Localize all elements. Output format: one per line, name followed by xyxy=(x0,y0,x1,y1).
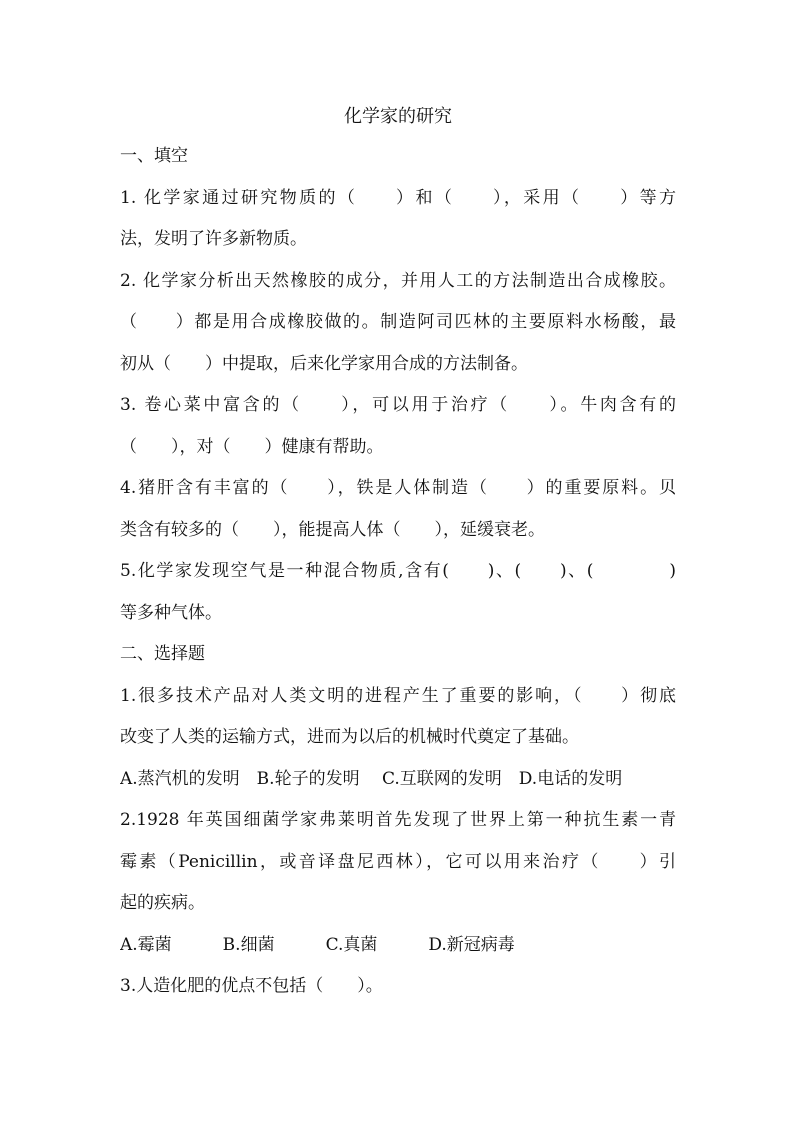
section-heading-fill-blank: 一、填空 xyxy=(120,146,188,166)
question-4-line-1: 4.猪肝含有丰富的（ ），铁是人体制造（ ）的重要原料。贝 xyxy=(120,478,676,498)
question-5-line-1: 5.化学家发现空气是一种混合物质,含有( )、( )、( ) xyxy=(120,561,676,581)
question-2-line-3: 初从（ ）中提取，后来化学家用合成的方法制备。 xyxy=(120,353,528,374)
section-heading-multiple-choice: 二、选择题 xyxy=(120,644,205,664)
question-3-line-2: （ ），对（ ）健康有帮助。 xyxy=(120,436,384,457)
choice-1-line-1: 1.很多技术产品对人类文明的进程产生了重要的影响，（ ）彻底 xyxy=(120,685,676,706)
question-4-line-2: 类含有较多的（ ），能提高人体（ ），延缓衰老。 xyxy=(120,519,545,540)
choice-1-options: A.蒸汽机的发明 B.轮子的发明 C.互联网的发明 D.电话的发明 xyxy=(120,768,623,789)
choice-2-options: A.霉菌 B.细菌 C.真菌 D.新冠病毒 xyxy=(120,934,515,955)
choice-1-line-2: 改变了人类的运输方式，进而为以后的机械时代奠定了基础。 xyxy=(120,727,579,747)
question-1-line-1: 1. 化学家通过研究物质的（ ）和（ ），采用（ ）等方 xyxy=(120,187,676,208)
choice-2-line-3: 起的疾病。 xyxy=(120,893,205,913)
document-content xyxy=(120,98,676,1008)
document-title: 化学家的研究 xyxy=(344,106,452,127)
question-5-line-2: 等多种气体。 xyxy=(120,602,222,623)
question-3-line-1: 3. 卷心菜中富含的（ ），可以用于治疗（ ）。牛肉含有的 xyxy=(120,395,676,415)
choice-2-line-1: 2.1928 年英国细菌学家弗莱明首先发现了世界上第一种抗生素一青 xyxy=(120,810,676,830)
question-2-line-2: （ ）都是用合成橡胶做的。制造阿司匹林的主要原料水杨酸，最 xyxy=(120,312,676,332)
choice-2-line-2: 霉素（Penicillin，或音译盘尼西林），它可以用来治疗（ ）引 xyxy=(120,851,676,872)
question-2-line-1: 2. 化学家分析出天然橡胶的成分，并用人工的方法制造出合成橡胶。 xyxy=(120,270,676,291)
choice-3-line-1: 3.人造化肥的优点不包括（ ）。 xyxy=(120,976,383,996)
question-1-line-2: 法，发明了许多新物质。 xyxy=(120,229,307,249)
